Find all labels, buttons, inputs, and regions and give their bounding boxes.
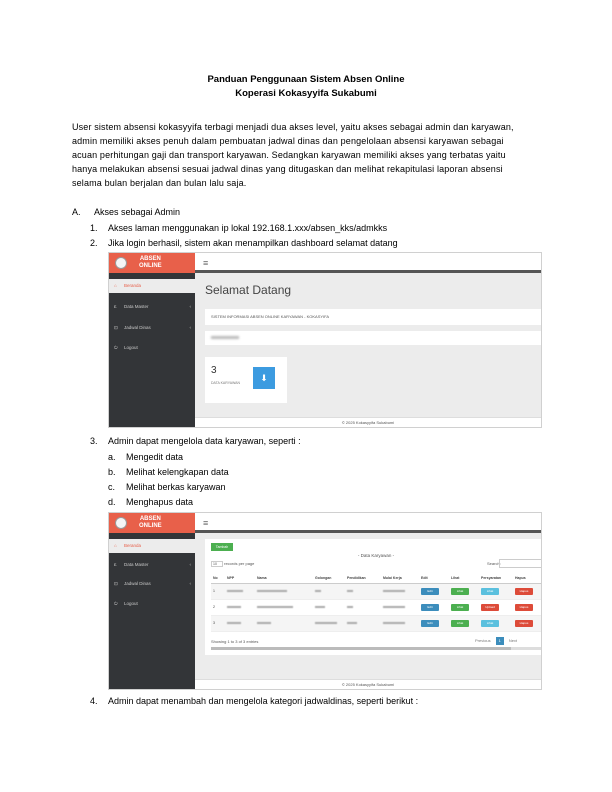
hapus-cell — [513, 615, 542, 631]
app-logo[interactable] — [109, 513, 195, 533]
edit-cell — [419, 599, 449, 615]
blurred-cell — [225, 599, 255, 615]
table-row — [211, 583, 542, 599]
lihat-cell — [449, 599, 479, 615]
blurred-cell — [345, 615, 381, 631]
column-header[interactable]: Persyaratan — [479, 573, 513, 583]
blurred-cell — [255, 583, 313, 599]
pagination — [475, 637, 517, 645]
main-content — [195, 533, 541, 689]
requirements-button[interactable]: Lihat — [481, 620, 499, 627]
row-number: 3 — [211, 615, 225, 631]
table-row — [211, 599, 542, 615]
edit-button[interactable]: Edit — [421, 620, 439, 627]
data-karyawan-screenshot — [108, 512, 542, 690]
logo-line1: ABSEN — [139, 256, 161, 262]
download-icon[interactable]: ⬇ — [253, 367, 275, 389]
substep-text: Menghapus data — [126, 497, 194, 507]
sidebar-item-data-master[interactable] — [109, 300, 195, 314]
system-info-box: SISTEM INFORMASI ABSEN ONLINE KARYAWAN - KOKASYIFA — [205, 309, 542, 325]
sidebar-item-logout[interactable] — [109, 341, 195, 355]
substep-item — [108, 452, 183, 462]
step-text: Admin dapat menambah dan mengelola kategori jadwaldinas, seperti berikut : — [108, 696, 419, 706]
sidebar-item-label: Beranda — [124, 543, 142, 548]
sidebar-item-logout[interactable] — [109, 597, 195, 611]
sidebar-item-jadwal-dinas[interactable] — [109, 577, 195, 591]
search-label: Search: — [487, 561, 501, 566]
employee-count-label: DATA KARYAWAN — [211, 381, 241, 385]
blurred-cell — [381, 583, 419, 599]
chevron-left-icon: ‹ — [189, 581, 191, 586]
footer: © 2025 Kokasyyifa Sukabumi — [195, 679, 541, 689]
column-header[interactable]: Hapus — [513, 573, 542, 583]
delete-button[interactable]: Hapus — [515, 620, 533, 627]
logo-emblem-icon — [115, 517, 127, 529]
sidebar-item-beranda[interactable] — [109, 279, 195, 293]
logo-text — [139, 516, 162, 529]
chevron-left-icon: ‹ — [189, 562, 191, 567]
sidebar-item-jadwal-dinas[interactable] — [109, 321, 195, 335]
user-info-box — [205, 331, 542, 345]
sidebar — [109, 273, 195, 427]
column-header[interactable]: No — [211, 573, 225, 583]
logo-text — [139, 256, 162, 269]
substep-text: Mengedit data — [126, 452, 184, 462]
welcome-heading: Selamat Datang — [205, 283, 292, 297]
entries-control — [211, 561, 254, 567]
next-page-button[interactable]: Next — [508, 638, 518, 643]
document-subtitle: Koperasi Kokasyyifa Sukabumi — [235, 88, 377, 99]
persyaratan-cell — [479, 583, 513, 599]
section-marker: A. — [72, 207, 81, 217]
section-label: Akses sebagai Admin — [94, 207, 181, 217]
footer: © 2025 Kokasyyifa Sukabumi — [195, 417, 541, 427]
blurred-cell — [225, 583, 255, 599]
hapus-cell — [513, 599, 542, 615]
hamburger-menu-icon[interactable]: ≡ — [203, 258, 209, 268]
employee-count: 3 — [211, 365, 217, 376]
persyaratan-cell — [479, 615, 513, 631]
edit-button[interactable]: Edit — [421, 604, 439, 611]
home-icon: ⌂ — [114, 283, 117, 288]
step-number: 2. — [90, 238, 98, 248]
calendar-icon: ⊡ — [114, 325, 118, 330]
blurred-cell — [345, 599, 381, 615]
sidebar-item-label: Logout — [124, 345, 138, 350]
chevron-left-icon: ‹ — [189, 325, 191, 330]
blurred-cell — [381, 599, 419, 615]
employee-table — [211, 573, 542, 632]
blurred-cell — [225, 615, 255, 631]
edit-cell — [419, 583, 449, 599]
step-text: Jika login berhasil, sistem akan menampilkan dashboard selamat datang — [108, 238, 398, 248]
scrollbar-thumb[interactable] — [211, 647, 511, 650]
app-logo[interactable] — [109, 253, 195, 273]
step-number: 4. — [90, 696, 98, 706]
logo-line2: ONLINE — [139, 262, 162, 269]
sidebar — [109, 533, 195, 689]
employee-count-card[interactable] — [205, 357, 287, 403]
entries-select[interactable]: 10 — [211, 561, 223, 567]
view-button[interactable]: Lihat — [451, 604, 469, 611]
edit-button[interactable]: Edit — [421, 588, 439, 595]
intro-line: acuan perhitungan gaji dan transport karyawan. Sedangkan karyawan memiliki akses yang terbatas yaitu — [72, 150, 506, 160]
substep-letter: a. — [108, 452, 116, 462]
substep-text: Melihat berkas karyawan — [126, 482, 226, 492]
substep-letter: c. — [108, 482, 116, 492]
substep-letter: d. — [108, 497, 116, 507]
sidebar-item-data-master[interactable] — [109, 558, 195, 572]
upload-button[interactable]: Upload — [481, 604, 499, 611]
horizontal-scrollbar[interactable] — [211, 647, 542, 650]
sidebar-item-label: Jadwal Dinas — [124, 581, 151, 586]
persyaratan-cell — [479, 599, 513, 615]
step-item — [90, 238, 398, 248]
power-icon: ⏻ — [114, 601, 118, 606]
substep-text: Melihat kelengkapan data — [126, 467, 229, 477]
power-icon: ⏻ — [114, 345, 118, 350]
delete-button[interactable]: Hapus — [515, 588, 533, 595]
pound-icon: £ — [114, 304, 117, 309]
pound-icon: £ — [114, 562, 117, 567]
sidebar-item-label: Jadwal Dinas — [124, 325, 151, 330]
substep-letter: b. — [108, 467, 116, 477]
column-header[interactable]: Mulai Kerja — [381, 573, 419, 583]
table-row — [211, 615, 542, 631]
blurred-cell — [255, 615, 313, 631]
entries-info: Showing 1 to 3 of 3 entries — [211, 639, 259, 644]
step-item — [90, 436, 301, 446]
column-header[interactable]: Edit — [419, 573, 449, 583]
substep-item — [108, 482, 226, 492]
page-1-button[interactable]: 1 — [496, 637, 504, 645]
intro-line: admin memiliki akses penuh dalam pembuatan jadwal dinas dan pengelolaan absensi karyawan sebagai — [72, 136, 504, 146]
step-text: Akses laman menggunakan ip lokal 192.168.1.xxx/absen_kks/admkks — [108, 223, 388, 233]
column-header[interactable]: Nama — [255, 573, 313, 583]
column-header[interactable]: NPP — [225, 573, 255, 583]
lihat-cell — [449, 615, 479, 631]
edit-cell — [419, 615, 449, 631]
hamburger-menu-icon[interactable]: ≡ — [203, 518, 209, 528]
substep-item — [108, 497, 193, 507]
blurred-cell — [345, 583, 381, 599]
data-karyawan-panel — [205, 539, 542, 655]
view-button[interactable]: Lihat — [451, 620, 469, 627]
sidebar-item-label: Data Master — [124, 562, 149, 567]
step-item — [90, 223, 387, 233]
blurred-cell — [313, 599, 345, 615]
delete-button[interactable]: Hapus — [515, 604, 533, 611]
requirements-button[interactable]: Lihat — [481, 588, 499, 595]
search-input[interactable] — [499, 559, 542, 568]
column-header[interactable]: Golongan — [313, 573, 345, 583]
intro-line: selama bulan berjalan dan bulan lalu saja. — [72, 178, 247, 188]
step-number: 1. — [90, 223, 98, 233]
blurred-cell — [381, 615, 419, 631]
home-icon: ⌂ — [114, 543, 117, 548]
section-heading — [72, 207, 180, 217]
blurred-cell — [313, 615, 345, 631]
row-number: 2 — [211, 599, 225, 615]
logo-line1: ABSEN — [139, 516, 161, 522]
main-content — [195, 273, 541, 427]
column-header[interactable]: Lihat — [449, 573, 479, 583]
sidebar-item-beranda[interactable] — [109, 539, 195, 553]
sidebar-item-label: Beranda — [124, 283, 142, 288]
step-number: 3. — [90, 436, 98, 446]
row-number: 1 — [211, 583, 225, 599]
substep-item — [108, 467, 229, 477]
intro-line: User sistem absensi kokasyyifa terbagi menjadi dua akses level, yaitu akses sebagai admin dan karyawan, — [72, 122, 514, 132]
dashboard-screenshot — [108, 252, 542, 428]
intro-paragraph — [72, 120, 540, 190]
column-header[interactable]: Pendidikan — [345, 573, 381, 583]
step-text: Admin dapat mengelola data karyawan, seperti : — [108, 436, 301, 446]
sidebar-item-label: Data Master — [124, 304, 149, 309]
lihat-cell — [449, 583, 479, 599]
table-header-row — [211, 573, 542, 583]
view-button[interactable]: Lihat — [451, 588, 469, 595]
add-employee-button[interactable]: Tambah — [211, 543, 233, 551]
blurred-cell — [313, 583, 345, 599]
previous-page-button[interactable]: Previous — [475, 638, 491, 643]
intro-line: hanya melakukan absensi sesuai jadwal dinas yang ditugaskan dan melihat rekapitulasi laporan absensi — [72, 164, 503, 174]
step-item — [90, 696, 418, 706]
logo-emblem-icon — [115, 257, 127, 269]
panel-title: - Data Karyawan - — [357, 553, 395, 558]
sidebar-item-label: Logout — [124, 601, 138, 606]
document-title: Panduan Penggunaan Sistem Absen Online — [207, 74, 405, 85]
chevron-left-icon: ‹ — [189, 304, 191, 309]
hapus-cell — [513, 583, 542, 599]
blurred-cell — [255, 599, 313, 615]
blurred-text — [211, 336, 239, 339]
entries-label: records per page — [224, 561, 255, 567]
calendar-icon: ⊡ — [114, 581, 118, 586]
logo-line2: ONLINE — [139, 522, 162, 529]
